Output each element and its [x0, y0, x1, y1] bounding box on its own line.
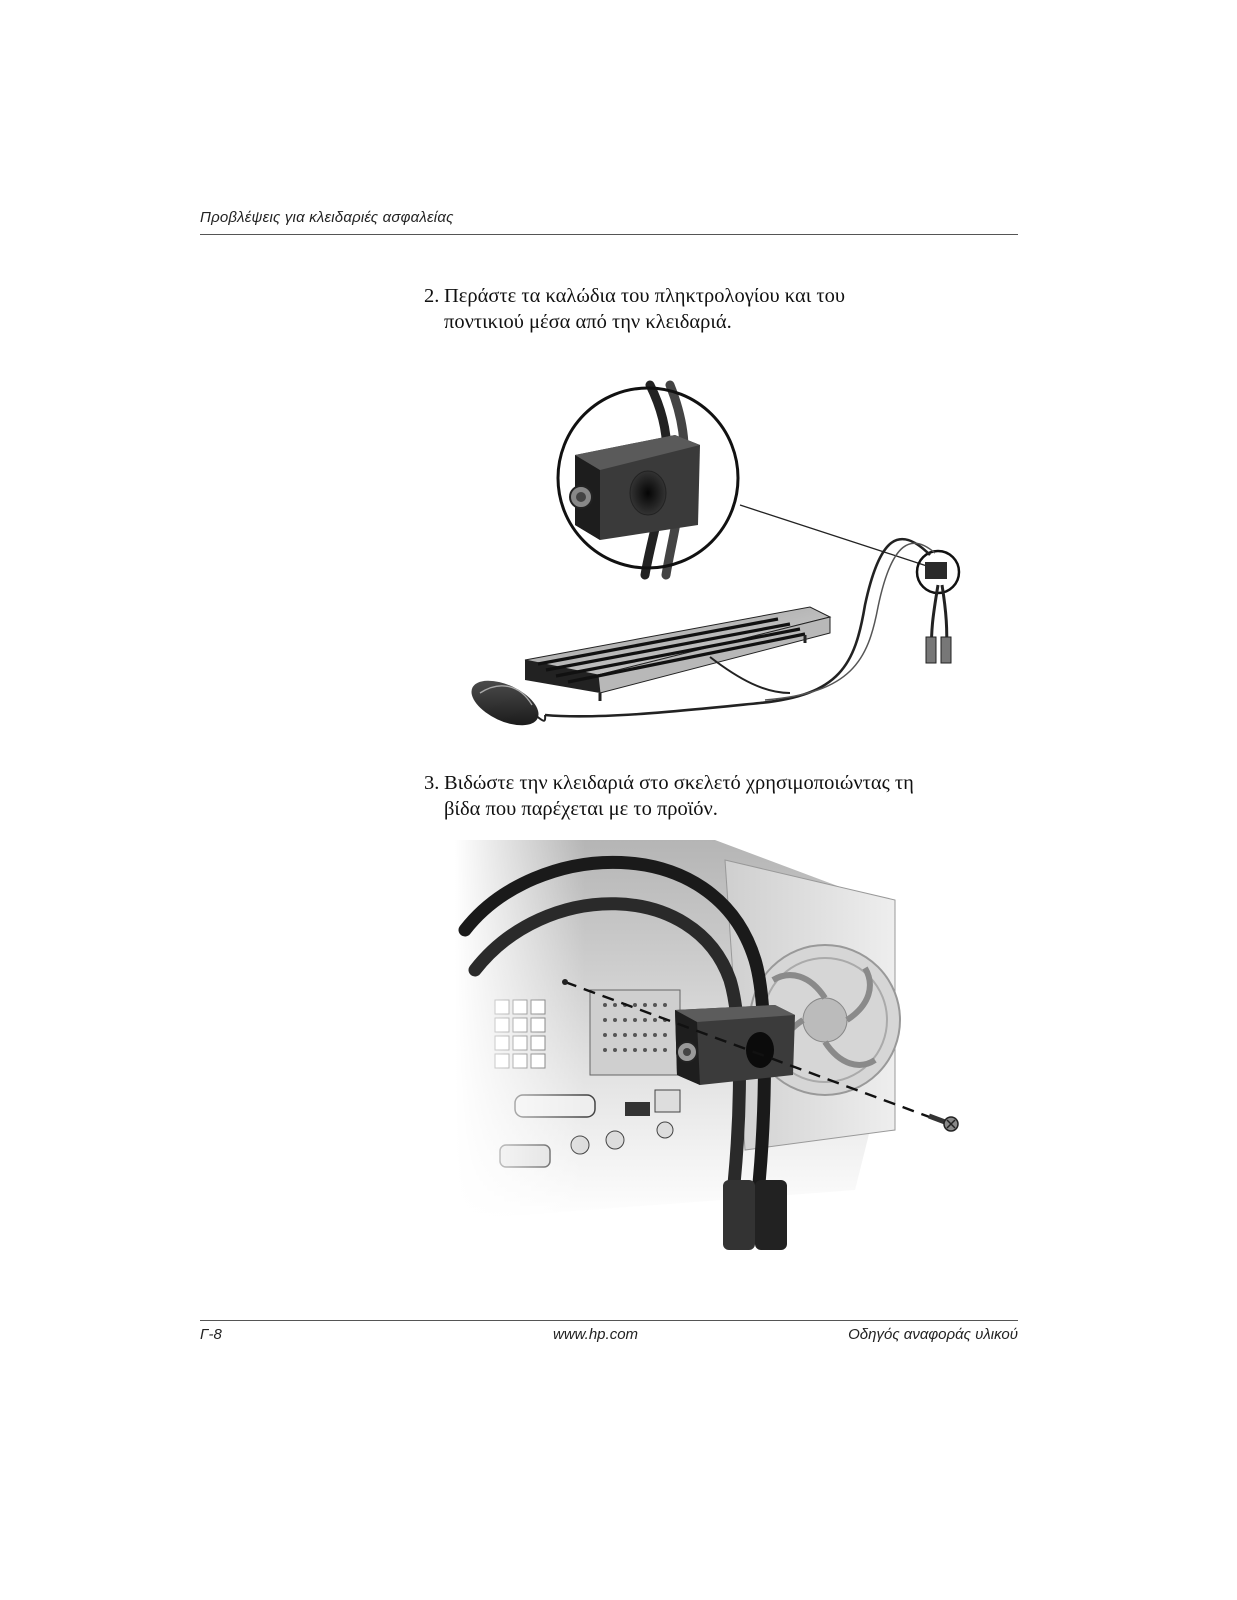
page-number: Γ-8 [200, 1326, 222, 1343]
step-text-line: ποντικιού μέσα από την κλειδαριά. [444, 311, 732, 333]
guide-title: Οδηγός αναφοράς υλικού [848, 1326, 1018, 1343]
step-text-line: Βιδώστε την κλειδαριά στο σκελετό χρησιμοποιώντας τη [444, 772, 914, 794]
step-number: 2. [424, 285, 440, 307]
step-2 [424, 283, 1024, 335]
chassis-lock-screw-illustration [455, 840, 975, 1260]
step-3 [424, 770, 1024, 822]
footer-rule [200, 1320, 1018, 1321]
section-header: Προβλέψεις για κλειδαριές ασφαλείας [200, 209, 454, 226]
header-rule [200, 234, 1018, 235]
step-number: 3. [424, 772, 440, 794]
keyboard-mouse-cable-lock-illustration [460, 375, 980, 745]
website-url: www.hp.com [553, 1326, 639, 1343]
step-text-line: Περάστε τα καλώδια του πληκτρολογίου και του [444, 285, 845, 307]
step-text-line: βίδα που παρέχεται με το προϊόν. [444, 798, 718, 820]
